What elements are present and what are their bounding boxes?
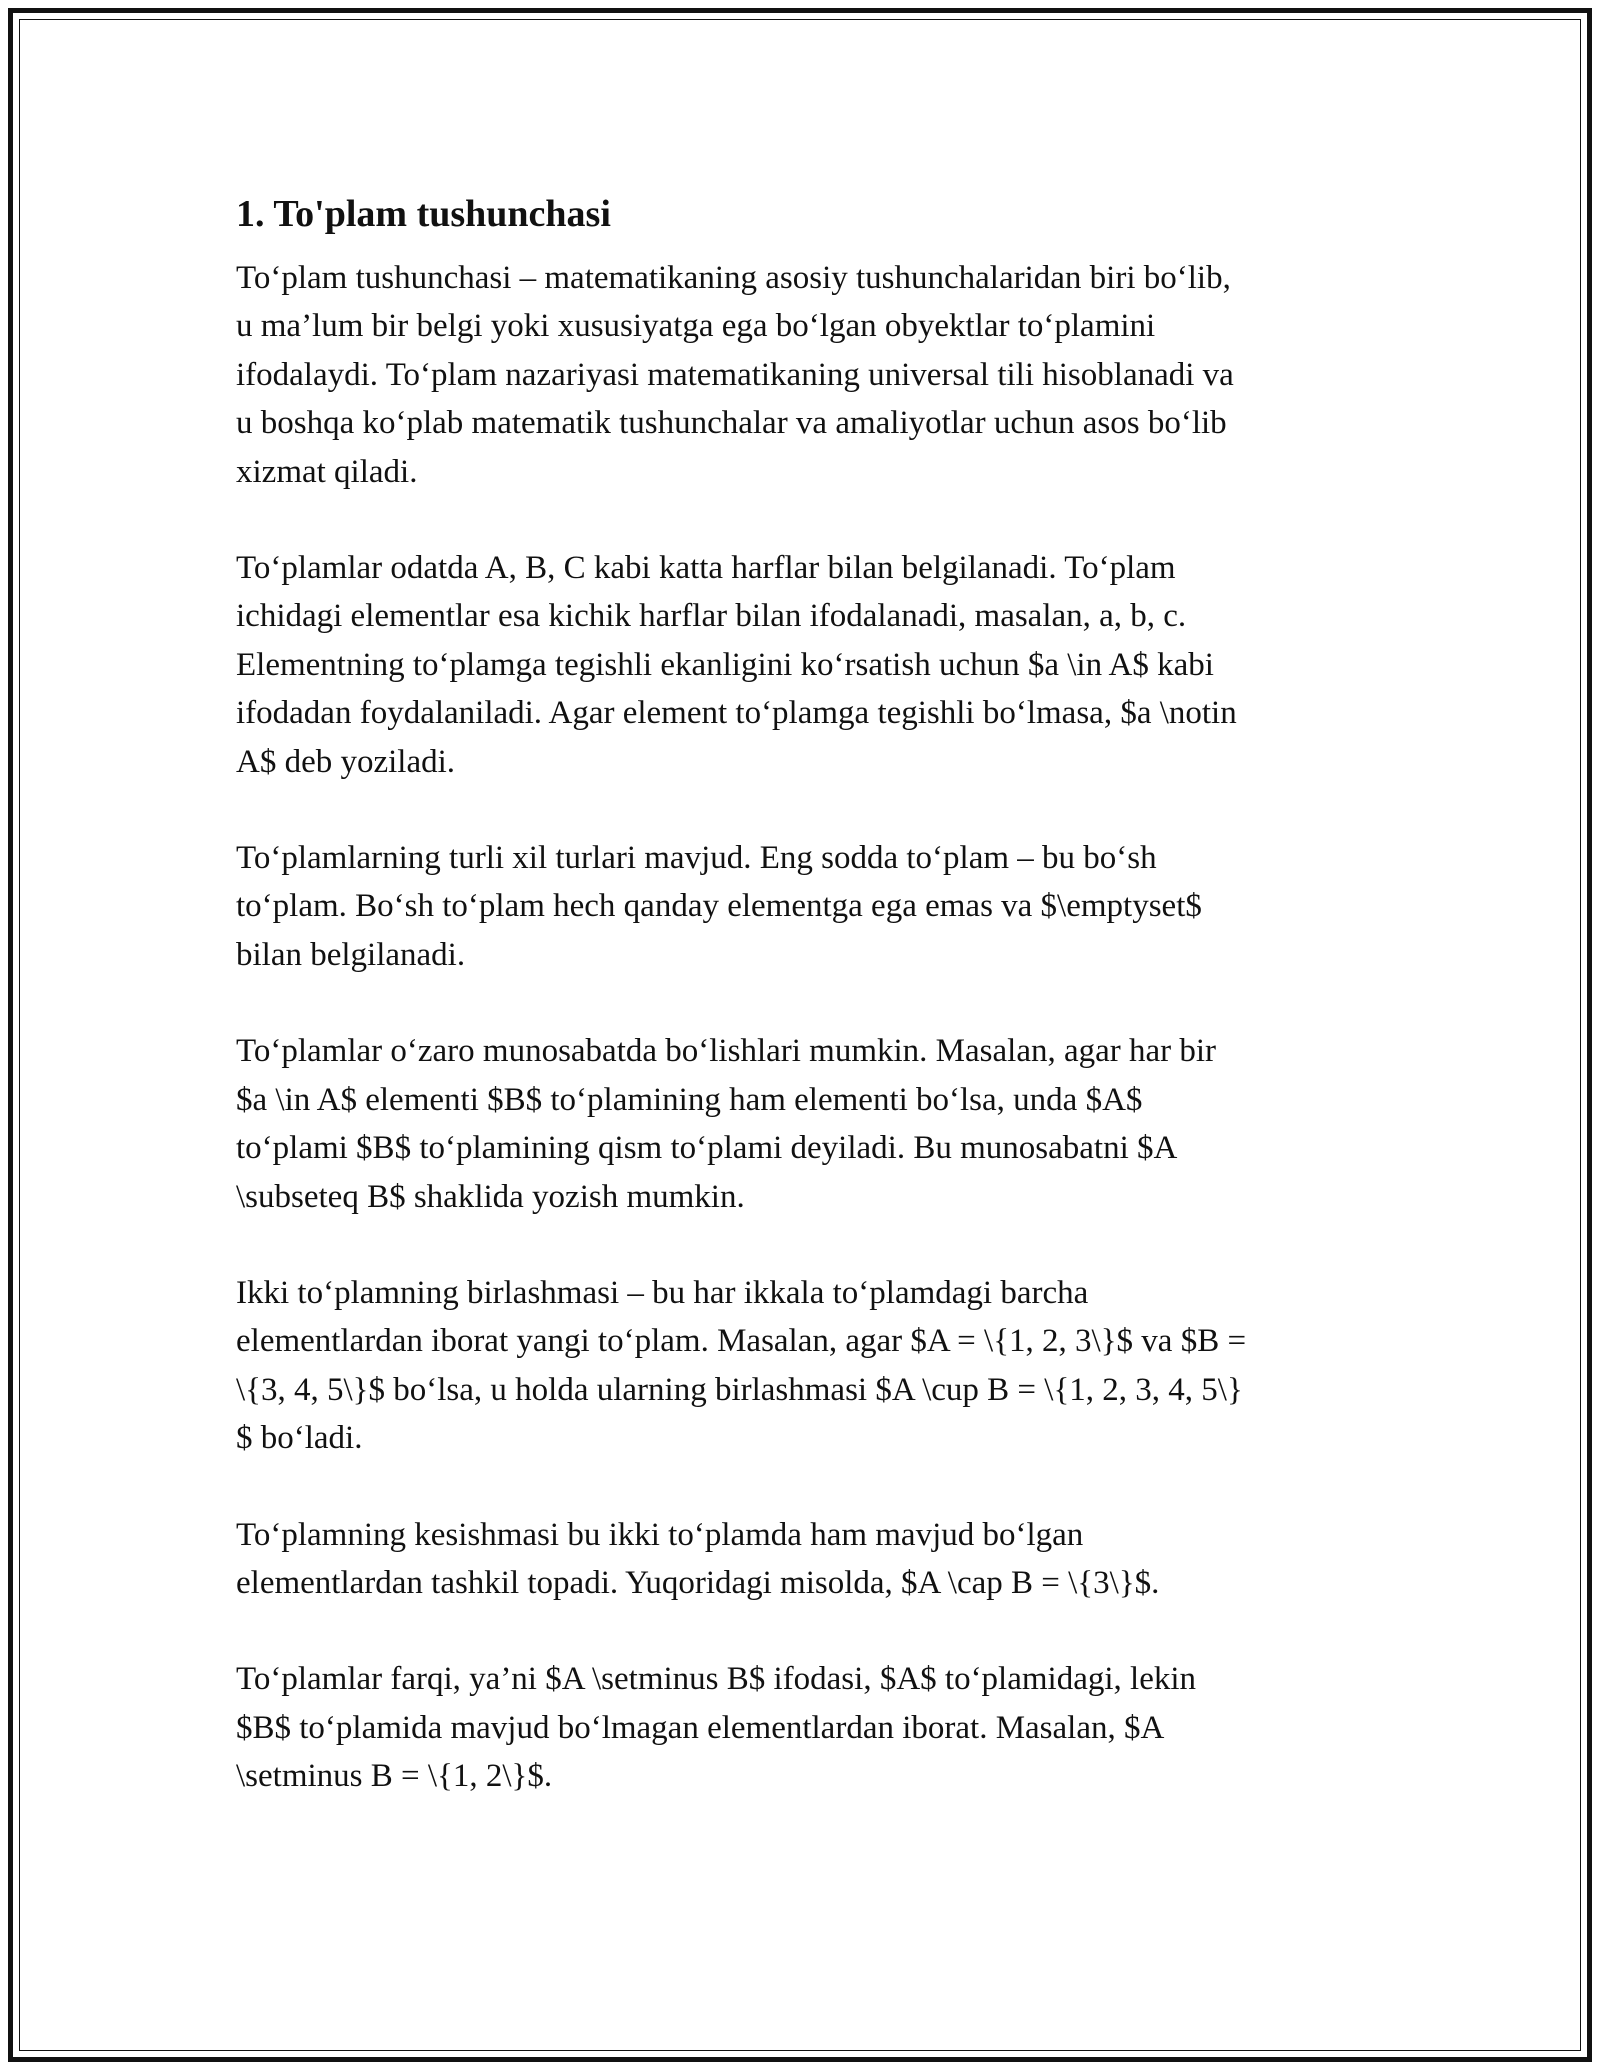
paragraph-line: ifodadan foydalaniladi. Agar element to‘plamga tegishli bo‘lmasa, $a \notin xyxy=(236,695,1237,732)
paragraph-line: ichidagi elementlar esa kichik harflar bilan ifodalanadi, masalan, a, b, c. xyxy=(236,598,1187,635)
paragraph-empty-set xyxy=(236,834,1366,979)
paragraph-subset xyxy=(236,1027,1366,1221)
paragraph-line: To‘plamlar odatda A, B, C kabi katta harflar bilan belgilanadi. To‘plam xyxy=(236,550,1176,587)
paragraph-line: \subseteq B$ shaklida yozish mumkin. xyxy=(236,1178,745,1215)
paragraph-line: To‘plamlarning turli xil turlari mavjud. Eng sodda to‘plam – bu bo‘sh xyxy=(236,840,1157,877)
document-body xyxy=(236,184,1366,1849)
paragraph-line: To‘plam tushunchasi – matematikaning asosiy tushunchalaridan biri bo‘lib, xyxy=(236,260,1231,296)
paragraph-union xyxy=(236,1269,1366,1463)
paragraph-difference xyxy=(236,1655,1366,1800)
paragraph-line: ifodalaydi. To‘plam nazariyasi matematikaning universal tili hisoblanadi va xyxy=(236,356,1234,393)
paragraph-line: \{3, 4, 5\}$ bo‘lsa, u holda ularning birlashmasi $A \cup B = \{1, 2, 3, 4, 5\} xyxy=(236,1371,1243,1408)
paragraph-line: To‘plamlar o‘zaro munosabatda bo‘lishlari mumkin. Masalan, agar har bir xyxy=(236,1033,1217,1070)
paragraph-line: To‘plamlar farqi, ya’ni $A \setminus B$ ifodasi, $A$ to‘plamidagi, lekin xyxy=(236,1661,1197,1698)
paragraph-line: elementlardan iborat yangi to‘plam. Masalan, agar $A = \{1, 2, 3\}$ va $B = xyxy=(236,1323,1247,1360)
section-heading: 1. To'plam tushunchasi xyxy=(236,193,611,235)
paragraph-line: $a \in A$ elementi $B$ to‘plamining ham elementi bo‘lsa, unda $A$ xyxy=(236,1081,1143,1118)
paragraph-line: elementlardan tashkil topadi. Yuqoridagi misolda, $A \cap B = \{3\}$. xyxy=(236,1564,1160,1601)
paragraph-line: $B$ to‘plamida mavjud bo‘lmagan elementlardan iborat. Masalan, $A xyxy=(236,1709,1165,1746)
paragraph-line: u boshqa ko‘plab matematik tushunchalar va amaliyotlar uchun asos bo‘lib xyxy=(236,405,1227,442)
paragraph-line: $ bo‘ladi. xyxy=(236,1420,363,1457)
paragraph-line: Ikki to‘plamning birlashmasi – bu har ikkala to‘plamdagi barcha xyxy=(236,1274,1089,1311)
paragraph-line: bilan belgilanadi. xyxy=(236,936,466,973)
paragraph-line: To‘plamning kesishmasi bu ikki to‘plamda ham mavjud bo‘lgan xyxy=(236,1516,1084,1553)
paragraph-intersection xyxy=(236,1511,1366,1608)
paragraph-line: Elementning to‘plamga tegishli ekanligini ko‘rsatish uchun $a \in A$ kabi xyxy=(236,646,1214,683)
paragraph-line: u ma’lum bir belgi yoki xususiyatga ega bo‘lgan obyektlar to‘plamini xyxy=(236,308,1156,345)
paragraph-line: to‘plam. Bo‘sh to‘plam hech qanday elementga ega emas va $\emptyset$ xyxy=(236,888,1202,925)
paragraph-line: A$ deb yoziladi. xyxy=(236,743,456,780)
paragraph-line: \setminus B = \{1, 2\}$. xyxy=(236,1758,553,1795)
paragraph-set-notation xyxy=(236,544,1366,786)
paragraph-set-concept xyxy=(236,254,1366,496)
paragraph-line: to‘plami $B$ to‘plamining qism to‘plami deyiladi. Bu munosabatni $A xyxy=(236,1130,1178,1167)
paragraph-line: xizmat qiladi. xyxy=(236,453,418,490)
